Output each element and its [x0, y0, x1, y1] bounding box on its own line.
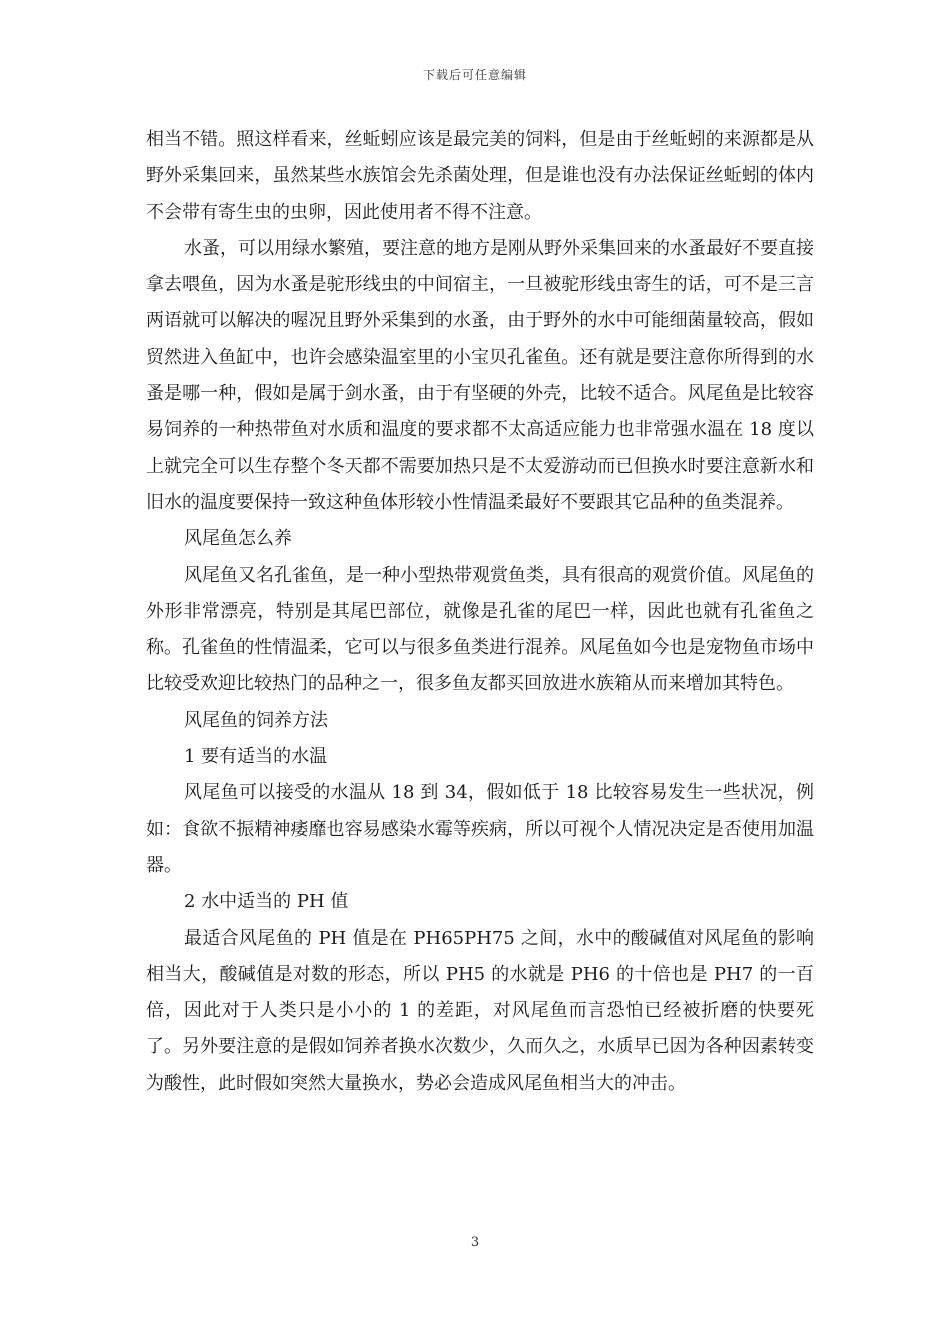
heading-how-to-raise: 风尾鱼怎么养 [184, 528, 292, 550]
heading-water-temperature: 1 要有适当的水温 [184, 746, 328, 768]
heading-ph-value: 2 水中适当的 PH 值 [184, 891, 349, 913]
document-body [146, 122, 814, 1102]
paragraph-water-flea: 水蚤，可以用绿水繁殖，要注意的地方是刚从野外采集回来的水蚤最好不要直接拿去喂鱼，因为水蚤是驼形线虫的中间宿主，一旦被驼形线虫寄生的话，可不是三言两语就可以解决的喔况且野外采集到的水蚤，由于野外的水中可能细菌量较高，假如贸然进入鱼缸中，也许会感染温室里的小宝贝孔雀鱼。还有就是要注意你所得到的水蚤是哪一种，假如是属于剑水蚤，由于有坚硬的外壳，比较不适合。风尾鱼是比较容易饲养的一种热带鱼对水质和温度的要求都不太高适应能力也非常强水温在 18 度以上就完全可以生存整个冬天都不需要加热只是不太爱游动而已但换水时要注意新水和旧水的温度要保持一致这种鱼体形较小性情温柔最好不要跟其它品种的鱼类混养。 [146, 237, 814, 513]
page-header: 下载后可任意编辑 [422, 68, 527, 82]
paragraph-ph-value: 最适合风尾鱼的 PH 值是在 PH65PH75 之间，水中的酸碱值对风尾鱼的影响相当大，酸碱值是对数的形态，所以 PH5 的水就是 PH6 的十倍也是 PH7 的一百倍，因此对于人类只是小小的 1 的差距，对风尾鱼而言恐怕已经被折磨的快要死了。另外要注意的是假如饲养者换水次数少，久而久之，水质早已因为各种因素转变为酸性，此时假如突然大量换水，势必会造成风尾鱼相当大的冲击。 [146, 927, 814, 1094]
paragraph-water-temperature: 风尾鱼可以接受的水温从 18 到 34，假如低于 18 比较容易发生一些状况，例如：食欲不振精神痿靡也容易感染水霉等疾病，所以可视个人情况决定是否使用加温器。 [146, 782, 814, 876]
paragraph-silkworm: 相当不错。照这样看来，丝蚯蚓应该是最完美的饲料，但是由于丝蚯蚓的来源都是从野外采集回来，虽然某些水族馆会先杀菌处理，但是谁也没有办法保证丝蚯蚓的体内不会带有寄生虫的虫卵，因此使用者不得不注意。 [146, 129, 814, 223]
paragraph-guppy-intro: 风尾鱼又名孔雀鱼，是一种小型热带观赏鱼类，具有很高的观赏价值。风尾鱼的外形非常漂亮，特别是其尾巴部位，就像是孔雀的尾巴一样，因此也就有孔雀鱼之称。孔雀鱼的性情温柔，它可以与很多鱼类进行混养。风尾鱼如今也是宠物鱼市场中比较受欢迎比较热门的品种之一，很多鱼友都买回放进水族箱从而来增加其特色。 [146, 564, 814, 695]
heading-feeding-methods: 风尾鱼的饲养方法 [184, 709, 328, 731]
page-number: 3 [470, 1235, 480, 1250]
